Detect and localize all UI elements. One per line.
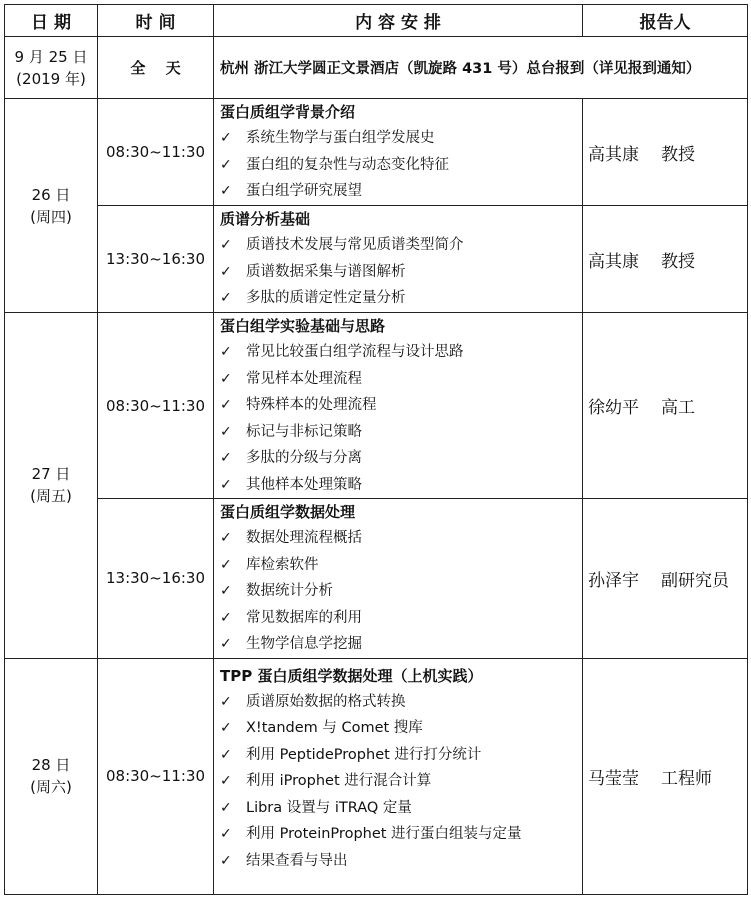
session-item: ✓ 利用 ProteinProphet 进行蛋白组装与定量 [220,821,582,848]
check-icon: ✓ [220,609,232,626]
header-row [5,5,748,37]
speaker-title: 高工 [661,398,695,418]
session-time: 08:30~11:30 [98,99,214,206]
session-row [5,99,748,206]
session-item: ✓ 库检索软件 [220,552,582,579]
check-icon: ✓ [220,852,232,869]
registration-date: 9 月 25 日 [14,47,88,66]
session-time: 08:30~11:30 [98,313,214,499]
speaker-name: 徐幼平 [588,398,639,418]
day-weekday: (周四) [30,207,72,226]
header-time: 时 间 [98,5,214,37]
session-item: ✓ 质谱数据采集与谱图解析 [220,259,582,286]
check-icon: ✓ [220,826,232,842]
speaker-name: 孙泽宇 [588,570,639,591]
session-item: ✓ 常见比较蛋白组学流程与设计思路 [220,339,582,366]
header-speaker: 报告人 [583,5,748,37]
speaker-title: 副研究员 [661,570,729,591]
session-item: ✓ 多肽的分级与分离 [220,445,582,472]
schedule-table [4,4,748,895]
day-weekday: (周六) [30,778,72,796]
session-topic: TPP 蛋白质组学数据处理（上机实践） [220,666,483,685]
session-item: ✓ 多肽的质谱定性定量分析 [220,285,582,312]
session-content [214,658,583,894]
speaker-name: 高其康 [588,251,639,272]
session-row [5,658,748,894]
session-time: 13:30~16:30 [98,206,214,313]
session-item: ✓ 标记与非标记策略 [220,419,582,446]
day-weekday: (周五) [30,487,72,506]
session-item: ✓ 质谱技术发展与常见质谱类型简介 [220,232,582,259]
session-item: ✓ 常见样本处理流程 [220,366,582,393]
session-row [5,206,748,313]
session-item: ✓ 利用 iProphet 进行混合计算 [220,768,582,795]
registration-date-cell [5,37,98,99]
check-icon: ✓ [220,344,232,360]
session-topic: 蛋白质组学背景介绍 [220,103,356,122]
check-icon: ✓ [220,746,232,763]
check-icon: ✓ [220,773,232,789]
check-icon: ✓ [220,530,232,546]
session-item: ✓ 数据统计分析 [220,578,582,605]
speaker-cell [583,99,748,206]
check-icon: ✓ [220,290,232,307]
day-date: 27 日 [31,465,71,484]
registration-time: 全 天 [98,37,214,99]
speaker-name: 高其康 [588,144,639,165]
check-icon: ✓ [220,693,232,710]
header-date: 日 期 [5,5,98,37]
check-icon: ✓ [220,636,232,652]
speaker-cell [583,206,748,313]
check-icon: ✓ [220,799,232,816]
session-row [5,313,748,499]
speaker-cell [583,499,748,659]
check-icon: ✓ [220,450,232,466]
check-icon: ✓ [220,130,232,147]
day-date: 28 日 [31,756,71,774]
day-date: 26 日 [31,185,71,204]
session-item: ✓ 蛋白组的复杂性与动态变化特征 [220,152,582,179]
session-item: ✓ 其他样本处理策略 [220,472,582,499]
session-item: ✓ 常见数据库的利用 [220,605,582,632]
session-content [214,499,583,659]
session-item: ✓ 生物学信息学挖掘 [220,631,582,658]
check-icon: ✓ [220,423,232,440]
session-item: ✓ X!tandem 与 Comet 搜库 [220,715,582,742]
day-date-cell [5,313,98,659]
check-icon: ✓ [220,583,232,599]
session-item: ✓ 质谱原始数据的格式转换 [220,689,582,716]
check-icon: ✓ [220,476,232,493]
speaker-cell [583,658,748,894]
session-time: 13:30~16:30 [98,499,214,659]
session-item: ✓ 利用 PeptideProphet 进行打分统计 [220,742,582,769]
speaker-cell [583,313,748,499]
check-icon: ✓ [220,237,232,254]
session-topic: 质谱分析基础 [220,210,311,229]
session-item: ✓ 系统生物学与蛋白组学发展史 [220,125,582,152]
session-topic: 蛋白质组学数据处理 [220,503,356,521]
registration-row [5,37,748,99]
check-icon: ✓ [220,397,232,413]
check-icon: ✓ [220,720,232,736]
header-content: 内 容 安 排 [214,5,583,37]
session-topic: 蛋白组学实验基础与思路 [220,317,386,335]
day-date-cell [5,99,98,313]
speaker-title: 教授 [661,251,695,272]
session-item: ✓ 特殊样本的处理流程 [220,392,582,419]
session-item: ✓ Libra 设置与 iTRAQ 定量 [220,795,582,822]
check-icon: ✓ [220,183,232,200]
check-icon: ✓ [220,263,232,280]
session-item: ✓ 数据处理流程概括 [220,525,582,552]
session-item: ✓ 结果查看与导出 [220,848,582,875]
session-time: 08:30~11:30 [98,658,214,894]
session-content [214,99,583,206]
registration-content: 杭州 浙江大学圆正文景酒店（凯旋路 431 号）总台报到（详见报到通知） [214,37,748,99]
session-content [214,313,583,499]
session-content [214,206,583,313]
check-icon: ✓ [220,556,232,573]
speaker-name: 马莹莹 [588,768,639,789]
speaker-title: 工程师 [661,768,712,789]
speaker-title: 教授 [661,144,695,165]
registration-year: (2019 年) [16,69,86,88]
check-icon: ✓ [220,370,232,387]
check-icon: ✓ [220,156,232,173]
day-date-cell [5,658,98,894]
session-row [5,499,748,659]
session-item: ✓ 蛋白组学研究展望 [220,178,582,205]
